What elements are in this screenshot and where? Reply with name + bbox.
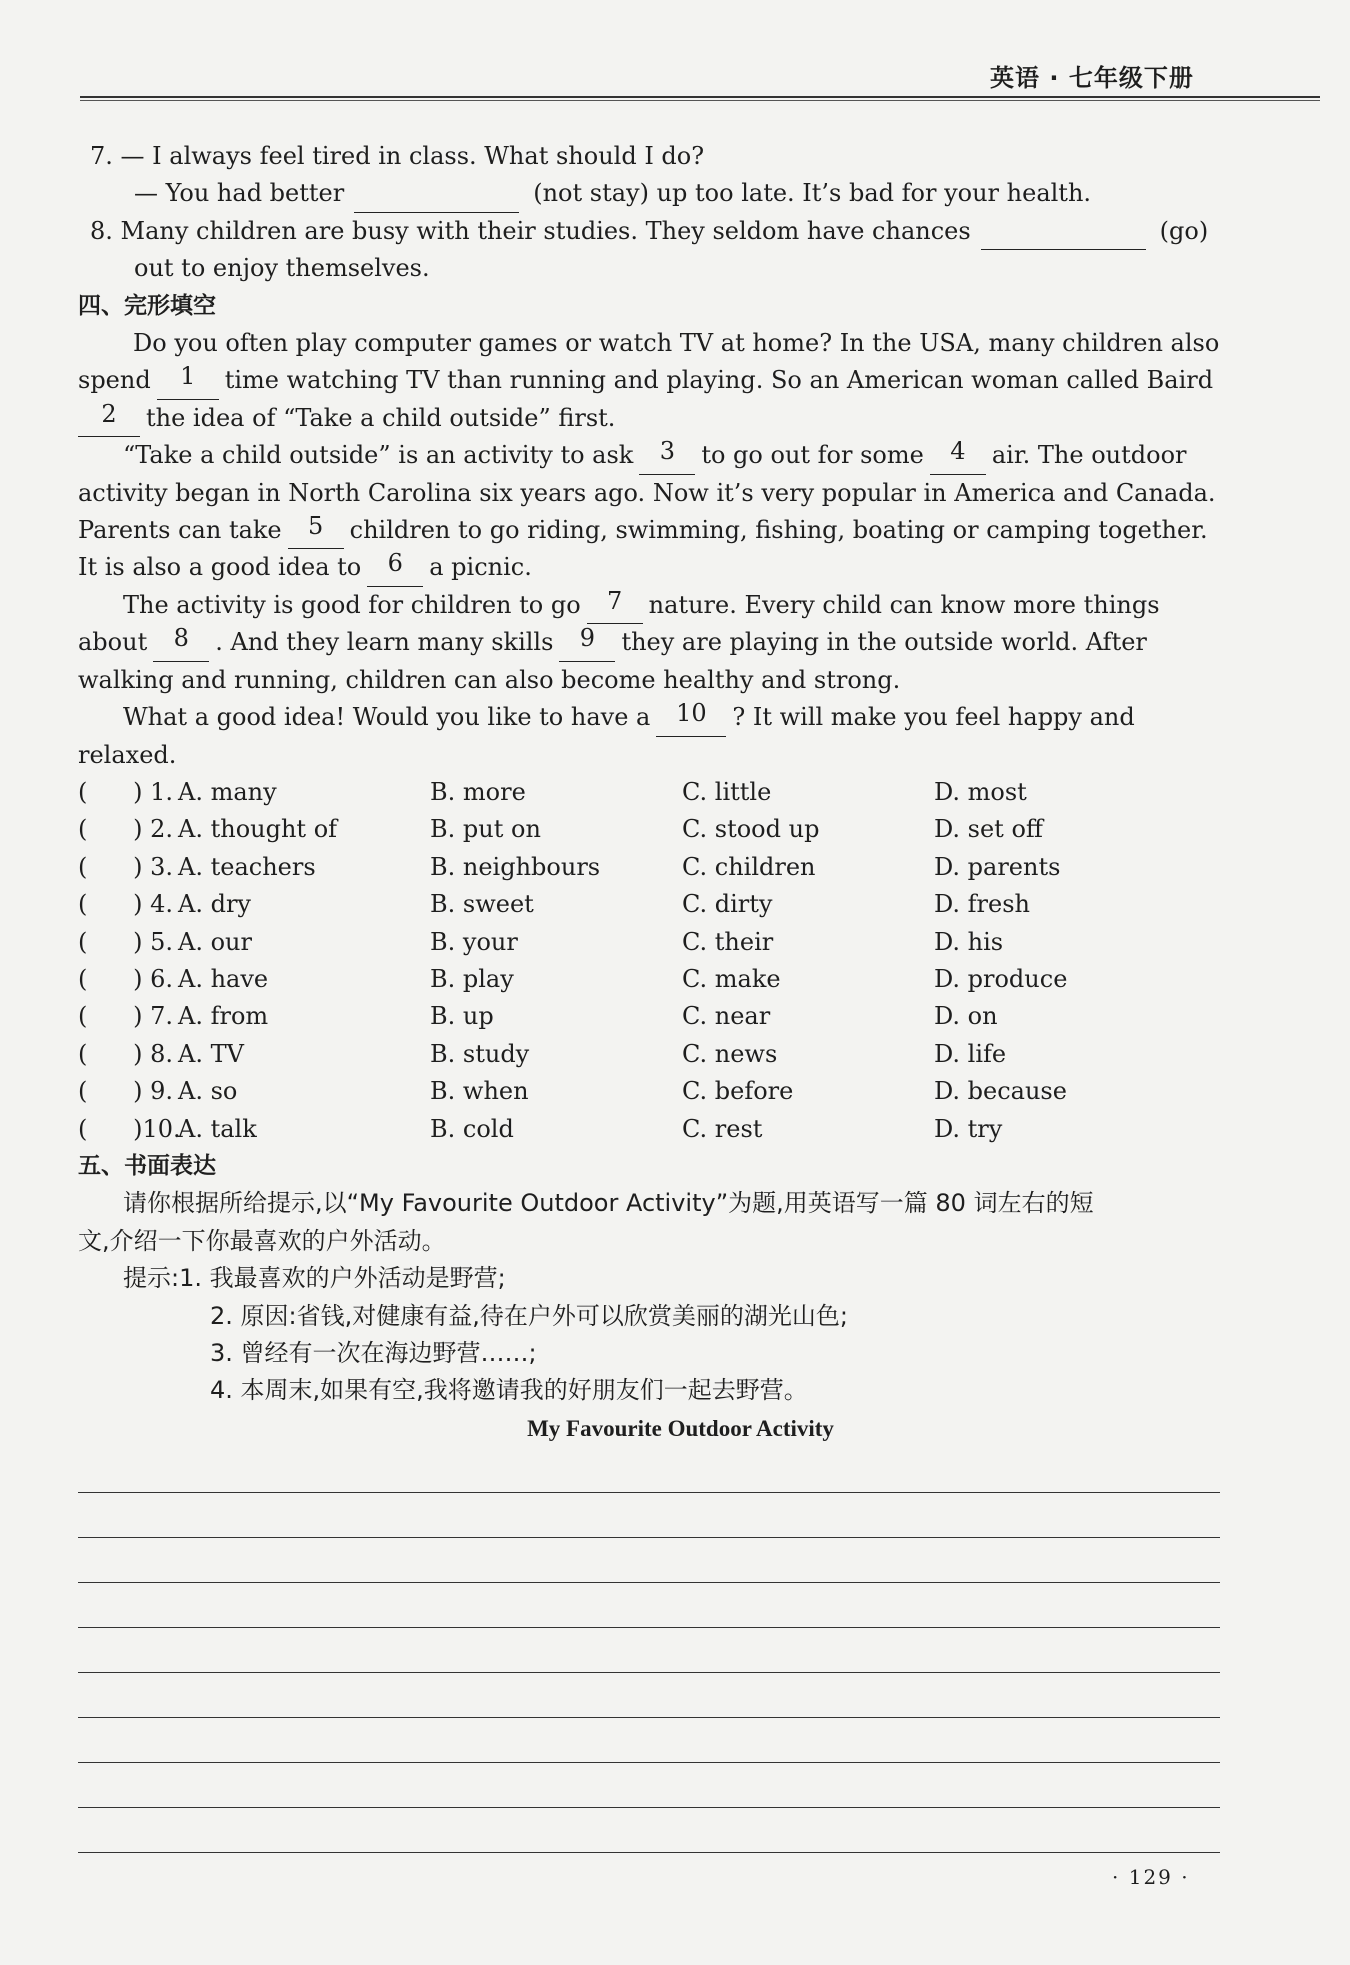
option-c[interactable]: C. near	[682, 1002, 771, 1031]
header-title: 英语 · 七年级下册	[990, 64, 1194, 92]
cloze-p2-l3	[78, 512, 1223, 549]
writing-hint-1: 提示:1. 我最喜欢的户外活动是野营;	[123, 1264, 506, 1293]
cloze-blank-10[interactable]: 10	[656, 699, 726, 736]
option-c[interactable]: C. rest	[682, 1114, 763, 1143]
cloze-p3-l3: walking and running, children can also become healthy and strong.	[78, 665, 901, 694]
option-a[interactable]: A. so	[178, 1077, 238, 1106]
option-d[interactable]: D. try	[934, 1114, 1003, 1143]
page-number: · 129 ·	[1112, 1865, 1190, 1889]
option-b[interactable]: B. when	[430, 1077, 529, 1106]
page-content	[78, 138, 1223, 1447]
cloze-text: about	[78, 628, 148, 657]
q8-hint: (go)	[1159, 216, 1209, 245]
option-d[interactable]: D. his	[934, 927, 1004, 956]
writing-line[interactable]	[78, 1582, 1220, 1583]
option-number[interactable]: ( ) 4.	[78, 890, 174, 919]
q7-line2	[78, 175, 1223, 212]
option-c[interactable]: C. news	[682, 1039, 778, 1068]
option-number[interactable]: ( )10.	[78, 1114, 181, 1143]
option-row-4	[78, 886, 1223, 923]
cloze-p1-l2	[78, 362, 1223, 399]
option-row-5	[78, 924, 1223, 961]
cloze-blank-4[interactable]: 4	[930, 437, 986, 474]
option-a[interactable]: A. dry	[178, 890, 251, 919]
q8-prompt: 8. Many children are busy with their studies. They seldom have chances	[90, 216, 971, 245]
option-row-10	[78, 1111, 1223, 1148]
option-c[interactable]: C. their	[682, 927, 774, 956]
cloze-p4-l2: relaxed.	[78, 740, 177, 769]
cloze-text: The activity is good for children to go	[123, 590, 581, 619]
cloze-text: children to go riding, swimming, fishing, boating or camping together.	[349, 516, 1208, 545]
option-b[interactable]: B. cold	[430, 1114, 514, 1143]
header-rule	[80, 96, 1320, 101]
cloze-text: ? It will make you feel happy and	[732, 703, 1135, 732]
cloze-blank-1[interactable]: 1	[157, 362, 219, 399]
option-row-8	[78, 1036, 1223, 1073]
option-a[interactable]: A. TV	[178, 1039, 244, 1068]
option-b[interactable]: B. up	[430, 1002, 494, 1031]
option-c[interactable]: C. make	[682, 964, 781, 993]
q7-hint: (not stay) up too late. It’s bad for your health.	[533, 179, 1092, 208]
option-a[interactable]: A. have	[178, 964, 269, 993]
cloze-text: “Take a child outside” is an activity to ask	[123, 441, 634, 470]
writing-hint-4: 4. 本周末,如果有空,我将邀请我的好朋友们一起去野营。	[210, 1376, 808, 1405]
option-number[interactable]: ( ) 5.	[78, 927, 174, 956]
writing-line[interactable]	[78, 1672, 1220, 1673]
cloze-text: time watching TV than running and playing. So an American woman called Baird	[224, 366, 1214, 395]
writing-line[interactable]	[78, 1492, 1220, 1493]
cloze-blank-3[interactable]: 3	[639, 437, 695, 474]
writing-line[interactable]	[78, 1762, 1220, 1763]
q7-answer-blank[interactable]	[354, 175, 519, 212]
option-b[interactable]: B. put on	[430, 815, 541, 844]
option-row-2	[78, 811, 1223, 848]
option-row-3	[78, 849, 1223, 886]
cloze-p4-l1	[78, 699, 1223, 736]
option-number[interactable]: ( ) 3.	[78, 852, 174, 881]
writing-line[interactable]	[78, 1537, 1220, 1538]
option-number[interactable]: ( ) 8.	[78, 1039, 174, 1068]
cloze-text: spend	[78, 366, 151, 395]
q7-line1: 7. — I always feel tired in class. What should I do?	[90, 142, 705, 170]
cloze-text: a picnic.	[429, 553, 532, 582]
cloze-blank-7[interactable]: 7	[587, 587, 643, 624]
cloze-text: It is also a good idea to	[78, 553, 362, 582]
option-row-1	[78, 774, 1223, 811]
option-row-9	[78, 1073, 1223, 1110]
option-d[interactable]: D. because	[934, 1077, 1067, 1106]
option-number[interactable]: ( ) 2.	[78, 815, 174, 844]
cloze-blank-8[interactable]: 8	[153, 624, 209, 661]
option-d[interactable]: D. life	[934, 1039, 1007, 1068]
cloze-p2-l2: activity began in North Carolina six years ago. Now it’s very popular in America and Canada.	[78, 478, 1216, 507]
option-a[interactable]: A. teachers	[178, 852, 316, 881]
cloze-text: air. The outdoor	[991, 441, 1187, 470]
option-d[interactable]: D. produce	[934, 964, 1068, 993]
option-a[interactable]: A. thought of	[178, 815, 338, 844]
option-c[interactable]: C. stood up	[682, 815, 820, 844]
cloze-text: to go out for some	[701, 441, 924, 470]
writing-line[interactable]	[78, 1627, 1220, 1628]
cloze-text: Parents can take	[78, 516, 282, 545]
section5-heading: 五、书面表达	[78, 1152, 216, 1179]
cloze-text: they are playing in the outside world. After	[621, 628, 1147, 657]
cloze-p1-l1: Do you often play computer games or watch TV at home? In the USA, many children also	[133, 329, 1220, 358]
option-b[interactable]: B. sweet	[430, 890, 534, 919]
writing-line[interactable]	[78, 1852, 1220, 1853]
writing-hint-2: 2. 原因:省钱,对健康有益,待在户外可以欣赏美丽的湖光山色;	[210, 1301, 848, 1330]
writing-instruction-1: 请你根据所给提示,以“My Favourite Outdoor Activity”为题,用英语写一篇 80 词左右的短	[123, 1189, 1094, 1218]
option-b[interactable]: B. play	[430, 964, 514, 993]
option-d[interactable]: D. fresh	[934, 890, 1030, 919]
cloze-text: What a good idea! Would you like to have a	[123, 703, 651, 732]
option-number[interactable]: ( ) 1.	[78, 777, 174, 806]
option-b[interactable]: B. neighbours	[430, 852, 601, 881]
cloze-text: nature. Every child can know more things	[648, 590, 1160, 619]
cloze-p3-l2	[78, 624, 1223, 661]
option-row-7	[78, 998, 1223, 1035]
cloze-p3-l1	[78, 587, 1223, 624]
option-c[interactable]: C. before	[682, 1077, 794, 1106]
option-a[interactable]: A. from	[178, 1002, 269, 1031]
q8-answer-blank[interactable]	[981, 213, 1146, 250]
section4-heading: 四、完形填空	[78, 292, 216, 319]
q8-line2: out to enjoy themselves.	[134, 254, 430, 283]
option-d[interactable]: D. most	[934, 777, 1027, 806]
option-d[interactable]: D. on	[934, 1002, 998, 1031]
cloze-blank-9[interactable]: 9	[559, 624, 615, 661]
option-number[interactable]: ( ) 9.	[78, 1077, 174, 1106]
option-c[interactable]: C. dirty	[682, 890, 773, 919]
option-number[interactable]: ( ) 6.	[78, 964, 174, 993]
option-a[interactable]: A. many	[178, 777, 277, 806]
option-c[interactable]: C. little	[682, 777, 772, 806]
options-list	[78, 774, 1223, 1148]
cloze-p2-l1	[78, 437, 1223, 474]
writing-instruction-2: 文,介绍一下你最喜欢的户外活动。	[78, 1226, 446, 1255]
option-row-6	[78, 961, 1223, 998]
q8-line1	[78, 213, 1223, 250]
cloze-p1-l3	[78, 400, 1223, 437]
writing-line[interactable]	[78, 1807, 1220, 1808]
option-d[interactable]: D. parents	[934, 852, 1061, 881]
cloze-text: the idea of “Take a child outside” first.	[146, 403, 616, 432]
writing-line[interactable]	[78, 1717, 1220, 1718]
option-a[interactable]: A. our	[178, 927, 252, 956]
cloze-p2-l4	[78, 549, 1223, 586]
option-c[interactable]: C. children	[682, 852, 816, 881]
option-b[interactable]: B. study	[430, 1039, 530, 1068]
cloze-blank-6[interactable]: 6	[367, 549, 423, 586]
q7-prompt: — You had better	[134, 179, 345, 208]
option-b[interactable]: B. your	[430, 927, 518, 956]
option-a[interactable]: A. talk	[178, 1114, 257, 1143]
writing-hint-3: 3. 曾经有一次在海边野营……;	[210, 1339, 537, 1367]
cloze-text: . And they learn many skills	[215, 628, 554, 657]
option-d[interactable]: D. set off	[934, 815, 1043, 844]
option-b[interactable]: B. more	[430, 777, 526, 806]
cloze-blank-2[interactable]: 2	[78, 400, 140, 437]
essay-title: My Favourite Outdoor Activity	[527, 1415, 834, 1441]
cloze-blank-5[interactable]: 5	[288, 512, 344, 549]
option-number[interactable]: ( ) 7.	[78, 1002, 174, 1031]
